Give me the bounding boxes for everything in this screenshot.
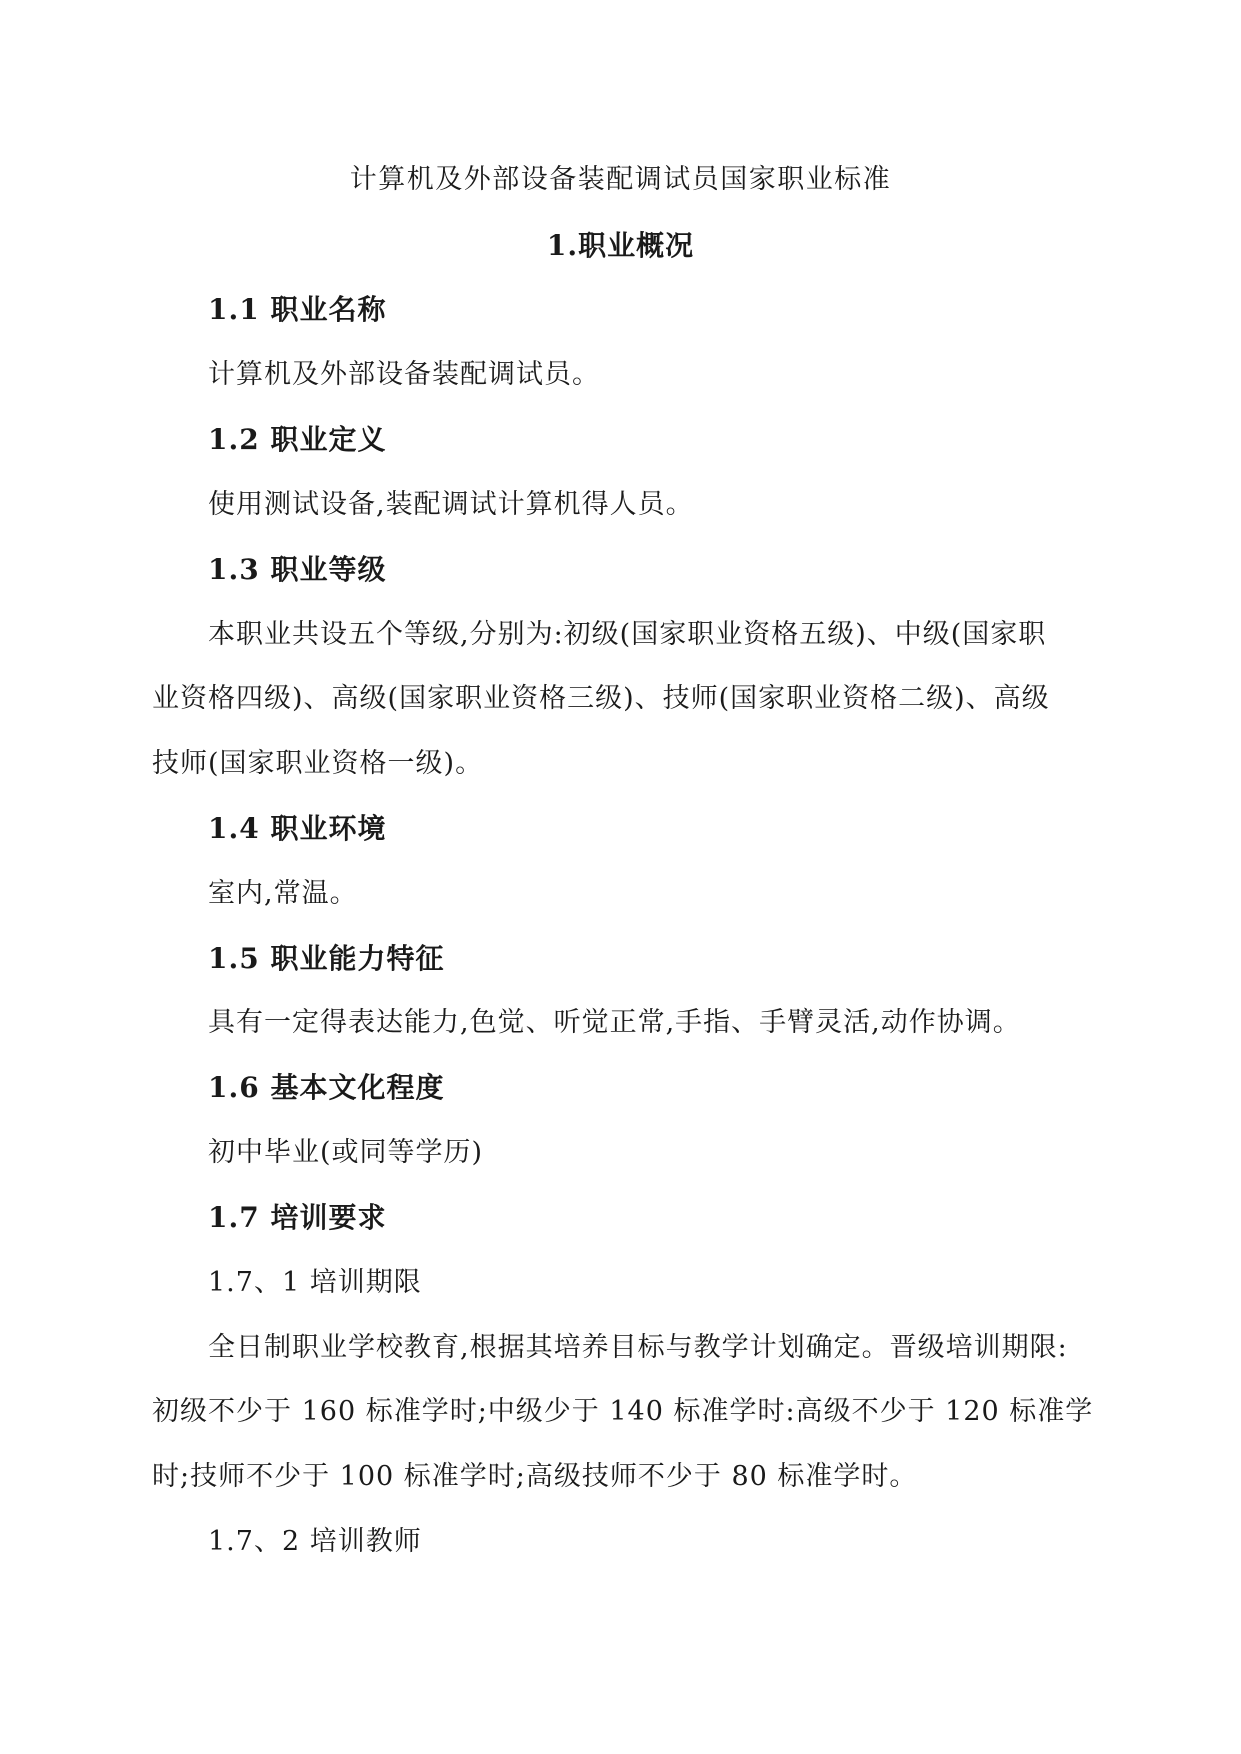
section-1-heading: 1.职业概况 (546, 229, 695, 262)
section-1-4-body: 室内,常温。 (208, 878, 358, 909)
section-1-4-heading: 1.4 职业环境 (208, 812, 387, 845)
section-1-7-1-body-line-2: 初级不少于 160 标准学时;中级少于 140 标准学时:高级不少于 120 标准学 (152, 1396, 1094, 1427)
section-1-1-heading: 1.1 职业名称 (208, 293, 387, 326)
section-1-5-heading: 1.5 职业能力特征 (208, 942, 445, 975)
document-title: 计算机及外部设备装配调试员国家职业标准 (349, 164, 892, 195)
section-1-3-body-line-1: 本职业共设五个等级,分别为:初级(国家职业资格五级)、中级(国家职 (208, 619, 1047, 650)
section-1-7-1-body-line-1: 全日制职业学校教育,根据其培养目标与教学计划确定。晋级培训期限: (208, 1332, 1068, 1363)
section-1-3-body-line-2: 业资格四级)、高级(国家职业资格三级)、技师(国家职业资格二级)、高级 (152, 683, 1050, 714)
section-1-7-1-body-line-3: 时;技师不少于 100 标准学时;高级技师不少于 80 标准学时。 (152, 1461, 918, 1492)
section-1-7-2-heading: 1.7、2 培训教师 (208, 1526, 422, 1557)
section-1-3-heading: 1.3 职业等级 (208, 553, 387, 586)
section-1-2-heading: 1.2 职业定义 (208, 423, 387, 456)
section-1-7-heading: 1.7 培训要求 (208, 1201, 387, 1234)
section-1-7-1-heading: 1.7、1 培训期限 (208, 1267, 422, 1298)
section-1-3-body-line-3: 技师(国家职业资格一级)。 (152, 748, 484, 779)
section-1-6-body: 初中毕业(或同等学历) (208, 1137, 484, 1168)
section-1-5-body: 具有一定得表达能力,色觉、听觉正常,手指、手臂灵活,动作协调。 (208, 1007, 1021, 1038)
section-1-6-heading: 1.6 基本文化程度 (208, 1071, 445, 1104)
section-1-1-body: 计算机及外部设备装配调试员。 (208, 359, 600, 390)
section-1-2-body: 使用测试设备,装配调试计算机得人员。 (208, 489, 694, 520)
